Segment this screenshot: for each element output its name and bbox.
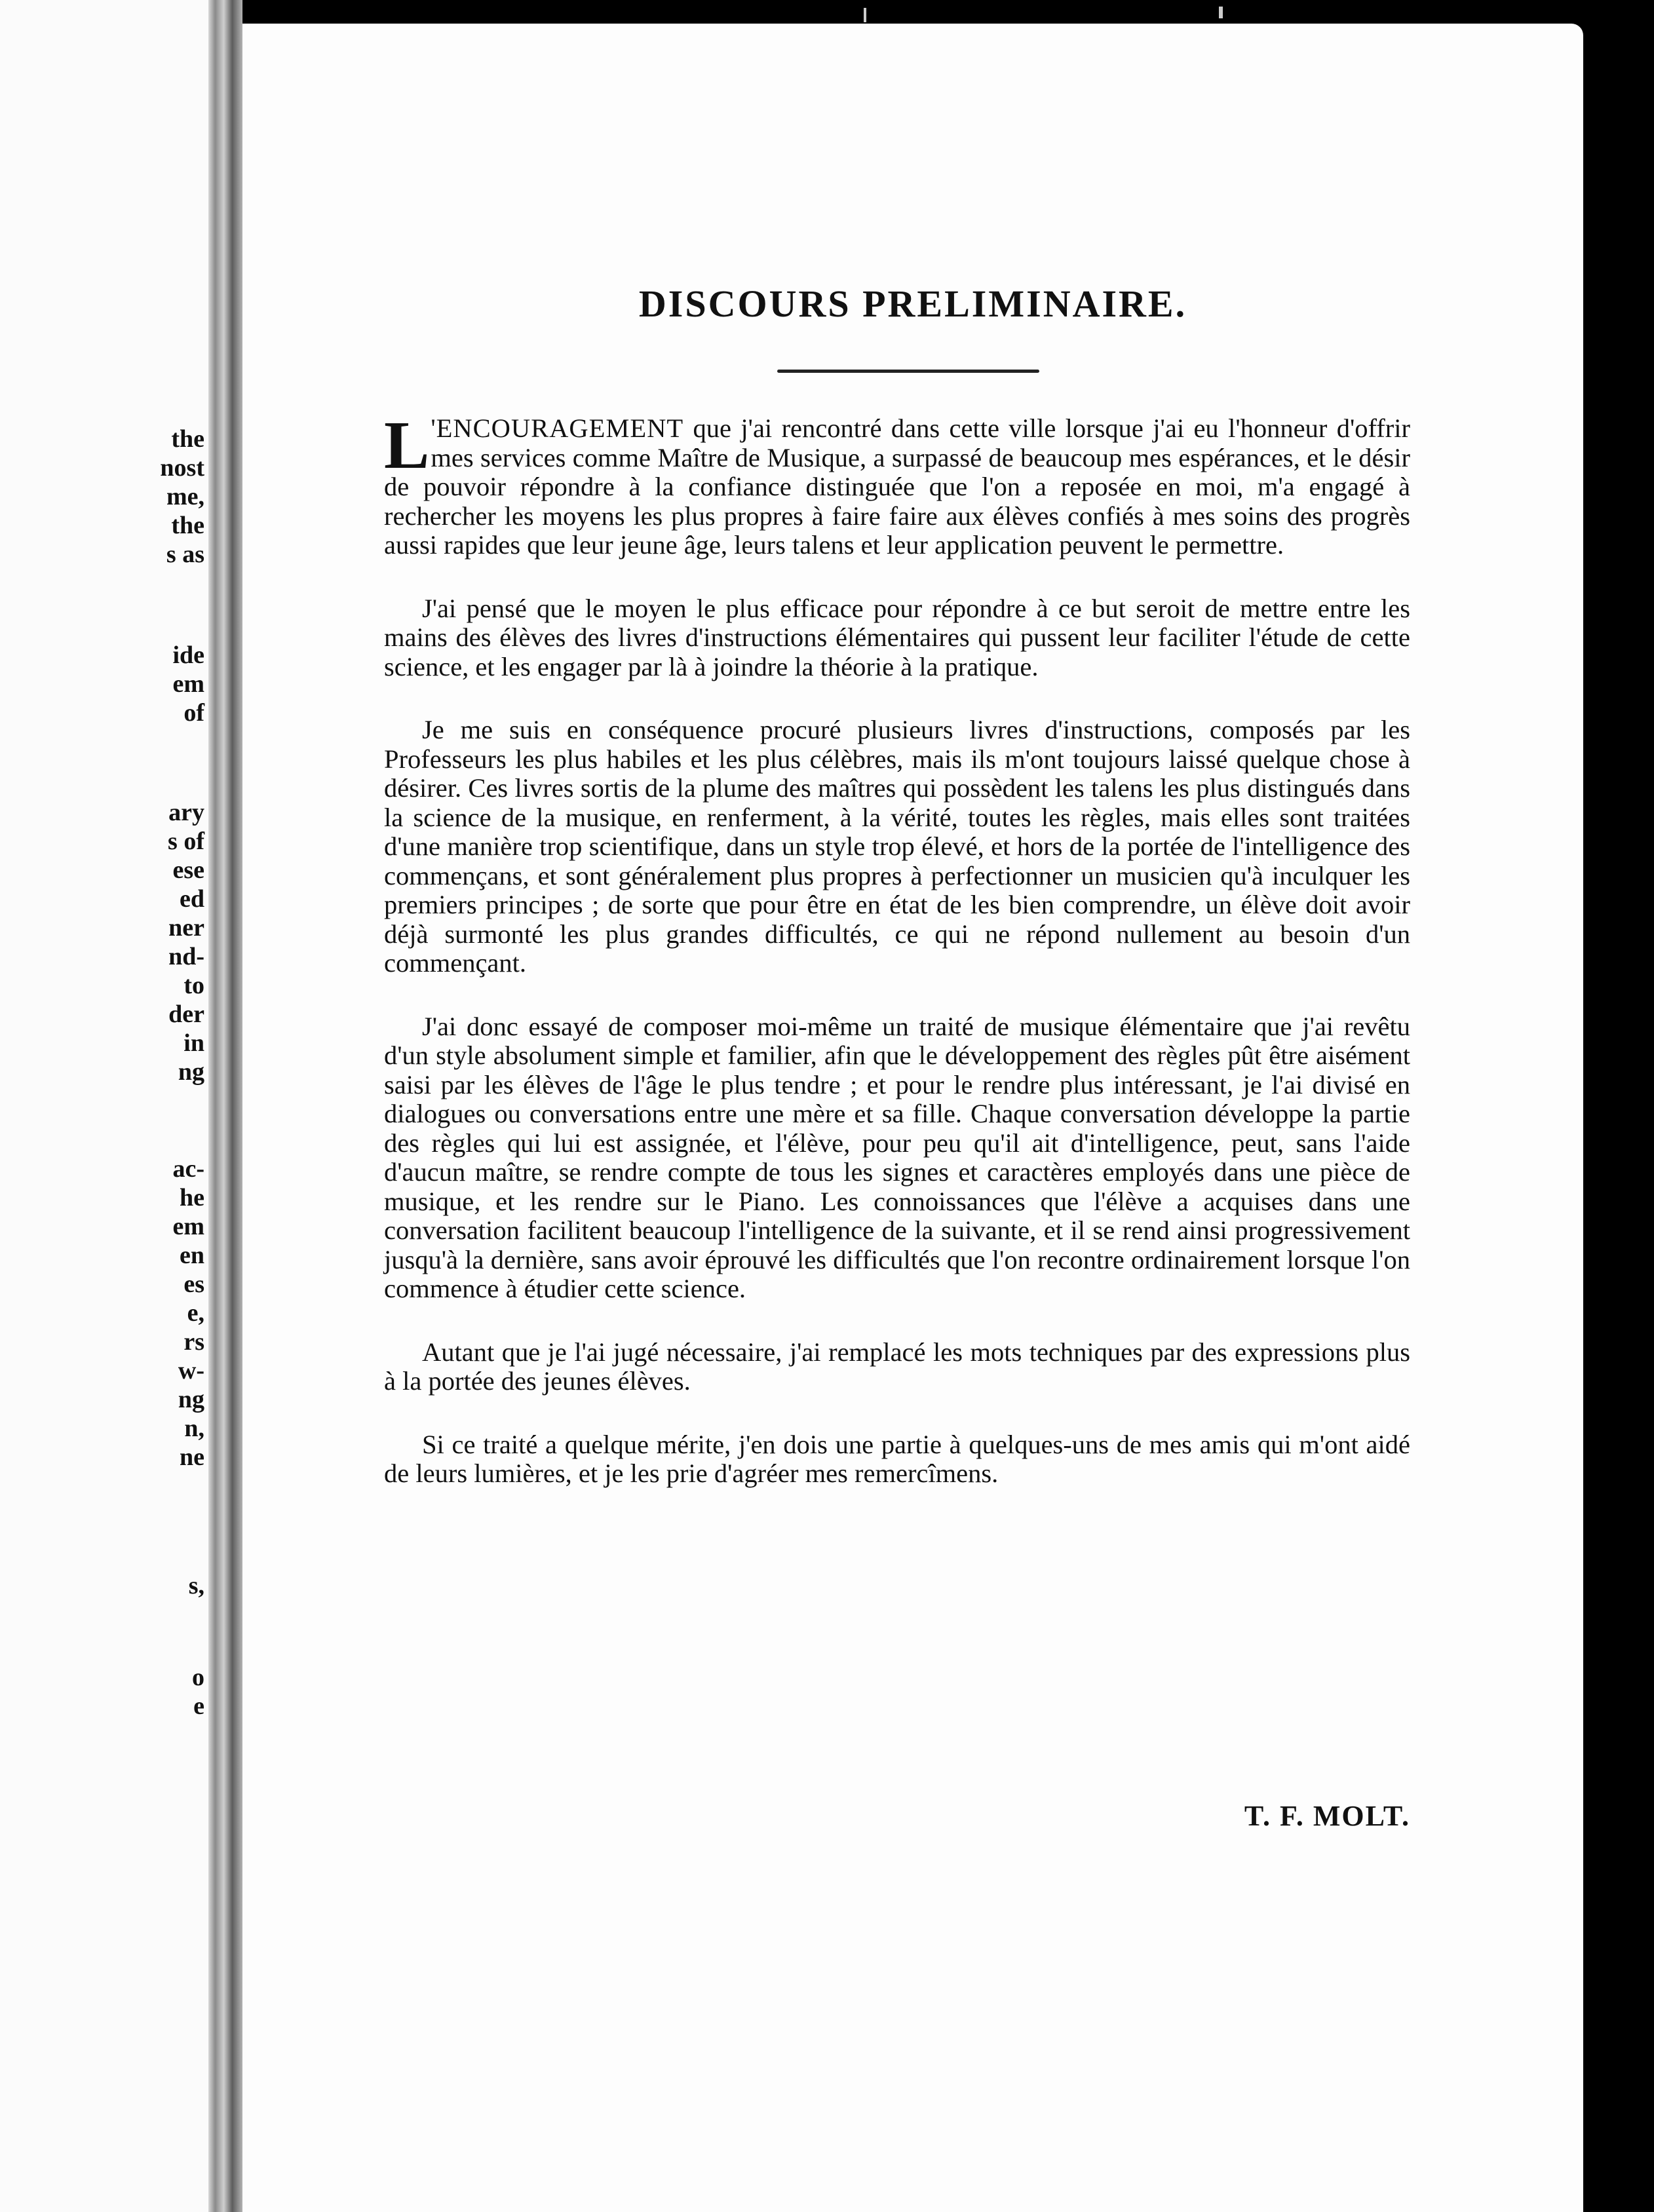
- left-page-fragment: n,: [184, 1415, 204, 1442]
- left-page-fragment: ese: [172, 856, 204, 884]
- paragraph-1-text: que j'ai rencontré dans cette ville lorsque j'ai eu l'honneur d'offrir mes services comme Maître de Musique, a surpassé de beaucoup mes espérances, et le désir de pouvoir répondre à la confiance distinguée que l'on a reposée en moi, m'a engagé à rechercher les moyens les plus propres à faire faire aux élèves confiés à mes soins des progrès aussi rapides que leur jeune âge, leurs talens et leur application peuvent le permettre.: [384, 413, 1410, 560]
- left-page-fragment: en: [180, 1242, 204, 1269]
- left-page-fragment: der: [168, 1001, 204, 1028]
- scan-mark: [1219, 7, 1223, 18]
- left-page-fragment: he: [180, 1184, 204, 1211]
- left-page-fragment: ary: [168, 799, 204, 826]
- paragraph-5: Autant que je l'ai jugé nécessaire, j'ai remplacé les mots techniques par des expressions plus à la portée des jeunes élèves.: [384, 1337, 1410, 1396]
- left-page-fragment: e: [193, 1692, 204, 1720]
- drop-cap: L: [384, 408, 430, 483]
- left-page-fragment: e,: [187, 1299, 204, 1327]
- left-page-fragment: ne: [180, 1443, 204, 1471]
- left-page-fragment: w-: [178, 1357, 204, 1384]
- left-page-fragment: s,: [188, 1572, 204, 1599]
- left-page-fragment: of: [183, 699, 204, 727]
- paragraph-4: J'ai donc essayé de composer moi-même un traité de musique élémentaire que j'ai revêtu d'un style absolument simple et familier, afin que le développement des règles pût être aisément saisi par les élèves de l'âge le plus tendre ; et pour le rendre plus intéressant, je l'ai divisé en dialogues ou conversations entre une mère et sa fille. Chaque conversation développe la partie des règles qui lui est assignée, et l'élève, pour peu qu'il ait d'intelligence, peut, sans l'aide d'aucun maître, se rendre compte de tous les signes et caractères employés dans une pièce de musique, et les rendre sur le Piano. Les connoissances que l'élève a acquises dans une conversation facilitent beaucoup l'intelligence de la suivante, et il se rend ainsi progressivement jusqu'à la dernière, sans avoir éprouvé les difficultés que l'on recontre ordinairement lorsque l'on commence à étudier cette science.: [384, 1011, 1410, 1303]
- book-spine: [208, 0, 242, 2212]
- left-page-fragment: the: [171, 425, 204, 453]
- left-page-fragment: em: [172, 670, 204, 698]
- author-signature: T. F. MOLT.: [1244, 1800, 1410, 1832]
- left-facing-page: [0, 0, 208, 2212]
- paragraph-3: Je me suis en conséquence procuré plusieurs livres d'instructions, composés par les Professeurs les plus habiles et les plus célèbres, mais ils m'ont toujours laissé quelque chose à désirer. Ces livres sortis de la plume des maîtres qui possèdent les talens les plus distingués dans la science de la musique, en renferment, à la vérité, toutes les règles, mais elles sont traitées d'une manière trop scientifique, dans un style trop élevé, et hors de la portée de l'intelligence des commençans, et sont généralement plus propres à perfectionner un musicien qu'à inculquer les premiers principes ; de sorte que pour être en état de les bien comprendre, un élève doit avoir déjà surmonté les plus grandes difficultés, ce qui ne répond nullement au besoin d'un commençant.: [384, 715, 1410, 978]
- left-page-fragment: ide: [172, 641, 204, 669]
- left-page-fragment: ng: [178, 1386, 204, 1413]
- left-page-fragment: in: [183, 1029, 204, 1057]
- document-body: [384, 408, 1410, 1523]
- left-page-fragment: ac-: [172, 1155, 204, 1183]
- page-title: DISCOURS PRELIMINAIRE.: [638, 282, 1187, 325]
- left-page-fragment: ng: [178, 1058, 204, 1086]
- title-divider: [777, 370, 1039, 373]
- left-page-fragment: em: [172, 1213, 204, 1240]
- paragraph-6: Si ce traité a quelque mérite, j'en dois une partie à quelques-uns de mes amis qui m'ont aidé de leurs lumières, et je les prie d'agréer mes remercîmens.: [384, 1429, 1410, 1488]
- left-page-fragment: es: [183, 1270, 204, 1298]
- paragraph-2: J'ai pensé que le moyen le plus efficace pour répondre à ce but seroit de mettre entre les mains des élèves des livres d'instructions élémentaires qui pussent leur faciliter l'étude de cette science, et les engager par là à joindre la théorie à la pratique.: [384, 593, 1410, 681]
- paragraph-1: [384, 408, 1410, 560]
- left-page-fragment: o: [192, 1664, 204, 1691]
- left-page-fragment: me,: [166, 483, 204, 510]
- left-page-fragment: s of: [168, 828, 204, 855]
- document-page: [242, 24, 1583, 2212]
- scan-mark: [864, 8, 866, 22]
- left-page-fragment: ed: [180, 885, 204, 913]
- left-page-fragment: nd-: [168, 943, 204, 970]
- paragraph-1-opening: 'ENCOURAGEMENT: [431, 413, 684, 443]
- left-page-fragment: to: [183, 972, 204, 999]
- left-page-fragment: nost: [160, 454, 204, 482]
- left-page-fragment: the: [171, 512, 204, 539]
- left-page-fragment: rs: [183, 1328, 204, 1356]
- left-page-fragment: ner: [168, 914, 204, 942]
- left-page-fragment: s as: [166, 541, 204, 568]
